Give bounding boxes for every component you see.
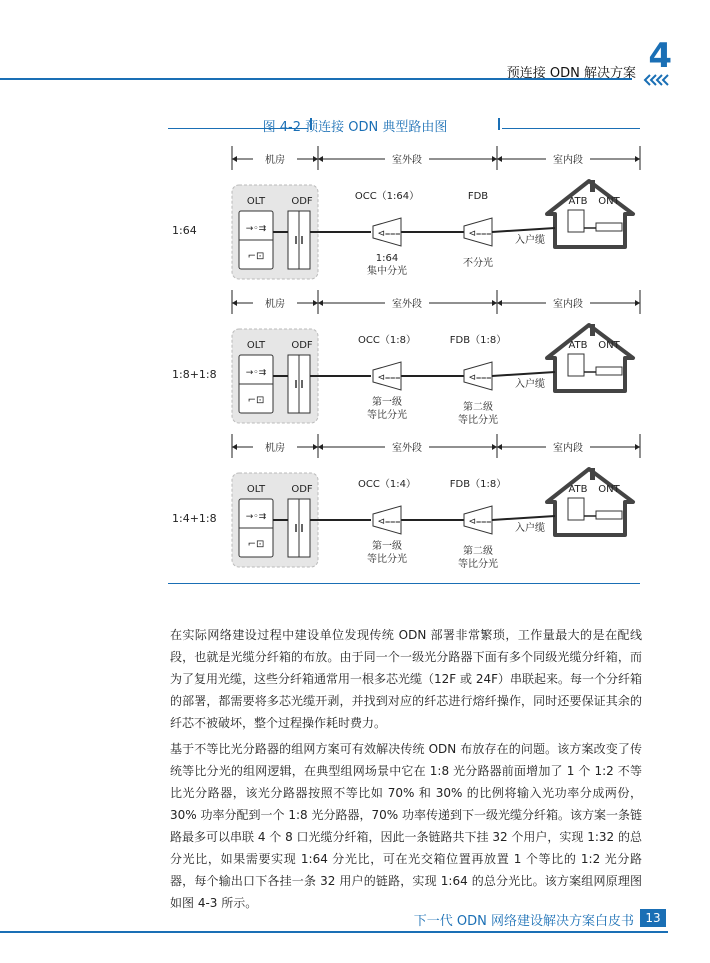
occ-splitter-icon-glyph: ⊲⩶ xyxy=(377,517,401,527)
split-ratio-label: 1:8+1:8 xyxy=(172,368,217,381)
olt-port-glyph: →◦⇉ xyxy=(245,512,267,522)
olt-label: OLT xyxy=(246,340,266,351)
footer-rule xyxy=(0,931,668,933)
ont-label: ONT xyxy=(598,340,620,351)
ruler-arrow xyxy=(492,300,497,306)
ruler-arrow xyxy=(313,156,318,162)
ruler-arrow xyxy=(635,156,640,162)
page-number: 13 xyxy=(640,909,666,927)
fdb-note-2: 等比分光 xyxy=(458,415,498,426)
atb-device-icon xyxy=(568,498,584,520)
atb-device-icon xyxy=(568,354,584,376)
chapter-number: 4 xyxy=(648,36,672,76)
ruler-arrow xyxy=(635,300,640,306)
occ-label: OCC（1:64） xyxy=(354,191,420,202)
segment-label-indoor: 室内段 xyxy=(553,155,583,166)
occ-note: 1:64 xyxy=(375,253,399,264)
olt-label: OLT xyxy=(246,484,266,495)
fdb-note-2: 等比分光 xyxy=(458,559,498,570)
odf-label: ODF xyxy=(291,196,313,207)
ont-device-icon xyxy=(596,223,622,231)
ruler-arrow xyxy=(232,156,237,162)
occ-note: 第一级 xyxy=(372,397,402,408)
segment-label-indoor: 室内段 xyxy=(553,443,583,454)
ruler-arrow xyxy=(497,444,502,450)
olt-port-glyph: →◦⇉ xyxy=(245,368,267,378)
drop-cable xyxy=(492,372,555,376)
drop-cable xyxy=(492,228,555,232)
atb-label: ATB xyxy=(568,340,588,351)
diagram-row-2 xyxy=(172,290,640,426)
olt-card-glyph: ⌐⊡ xyxy=(247,251,265,262)
diagram-row-1 xyxy=(172,146,640,279)
odf-label: ODF xyxy=(291,340,313,351)
ruler-arrow xyxy=(497,156,502,162)
atb-device-icon xyxy=(568,210,584,232)
ont-device-icon xyxy=(596,367,622,375)
fdb-splitter-icon-glyph: ⊲⩶ xyxy=(468,517,492,527)
chimney xyxy=(590,180,595,192)
occ-note-2: 集中分光 xyxy=(367,266,407,277)
fdb-splitter-icon-glyph: ⊲⩶ xyxy=(468,373,492,383)
paragraph-2: 基于不等比光分路器的组网方案可有效解决传统 ODN 布放存在的问题。该方案改变了传统等比分光的组网逻辑，在典型组网场景中它在 1:8 光分路器前面增加了 1 个 1:2 不等比光分路器，该光分路器按照不等比如 70% 和 30% 的比例将输入光功率分成两份，30% 功率分配到一个 1:8 光分路器，70% 功率传递到下一级光缆分纤箱。该方案一条链路最多可以串联 4 个 8 口光缆分纤箱，因此一条链路共下挂 32 个用户，实现 1:32 的总分光比，如果需要实现 1:64 分光比，可在光交箱位置再放置 1 个等比的 1:2 光分路器，每个输出口下各挂一条 32 用户的链路，实现 1:64 的总分光比。该方案组网原理图如图 4-3 所示。 xyxy=(170,742,643,910)
occ-splitter-icon-glyph: ⊲⩶ xyxy=(377,229,401,239)
olt-label: OLT xyxy=(246,196,266,207)
segment-label-room: 机房 xyxy=(265,443,285,454)
drop-cable-label: 入户缆 xyxy=(515,235,545,246)
ruler-arrow xyxy=(497,300,502,306)
fdb-splitter-icon-glyph: ⊲⩶ xyxy=(468,229,492,239)
odf-label: ODF xyxy=(291,484,313,495)
ont-device-icon xyxy=(596,511,622,519)
segment-label-room: 机房 xyxy=(265,299,285,310)
fdb-label: FDB（1:8） xyxy=(449,335,507,346)
ruler-arrow xyxy=(492,156,497,162)
drop-cable-label: 入户缆 xyxy=(515,379,545,390)
segment-label-outdoor: 室外段 xyxy=(392,155,422,166)
occ-splitter-icon-glyph: ⊲⩶ xyxy=(377,373,401,383)
footer-title: 下一代 ODN 网络建设解决方案白皮书 xyxy=(413,914,634,929)
atb-label: ATB xyxy=(568,196,588,207)
olt-port-glyph: →◦⇉ xyxy=(245,224,267,234)
segment-label-outdoor: 室外段 xyxy=(392,299,422,310)
ont-label: ONT xyxy=(598,484,620,495)
chimney xyxy=(590,324,595,336)
atb-label: ATB xyxy=(568,484,588,495)
ruler-arrow xyxy=(313,444,318,450)
ruler-arrow xyxy=(313,300,318,306)
occ-note-2: 等比分光 xyxy=(367,410,407,421)
header-title: 预连接 ODN 解决方案 xyxy=(506,66,636,81)
olt-card-glyph: ⌐⊡ xyxy=(247,395,265,406)
fdb-note: 第二级 xyxy=(463,546,493,557)
ruler-arrow xyxy=(318,156,323,162)
segment-label-outdoor: 室外段 xyxy=(392,443,422,454)
ruler-arrow xyxy=(492,444,497,450)
ont-label: ONT xyxy=(598,196,620,207)
fdb-note: 不分光 xyxy=(463,258,493,269)
figure-bottom-rule xyxy=(168,583,640,584)
ruler-arrow xyxy=(318,444,323,450)
occ-note: 第一级 xyxy=(372,541,402,552)
fdb-note: 第二级 xyxy=(463,402,493,413)
segment-label-room: 机房 xyxy=(265,155,285,166)
segment-label-indoor: 室内段 xyxy=(553,299,583,310)
drop-cable-label: 入户缆 xyxy=(515,523,545,534)
split-ratio-label: 1:64 xyxy=(172,224,197,237)
chimney xyxy=(590,468,595,480)
fdb-label: FDB xyxy=(467,191,489,202)
ruler-arrow xyxy=(635,444,640,450)
occ-note-2: 等比分光 xyxy=(367,554,407,565)
ruler-arrow xyxy=(232,444,237,450)
paragraph-1: 在实际网络建设过程中建设单位发现传统 ODN 部署非常繁琐，工作量最大的是在配线段，也就是光缆分纤箱的布放。由于同一个一级光分路器下面有多个同级光缆分纤箱，而为了复用光缆，这些分纤箱通常用一根多芯光缆（12F 或 24F）串联起来。每一个分纤箱的部署，都需要将多芯光缆开剥，并找到对应的纤芯进行熔纤操作，同时还要保证其余的纤芯不被破坏，整个过程操作耗时费力。 xyxy=(170,628,642,730)
ruler-arrow xyxy=(318,300,323,306)
ruler-arrow xyxy=(232,300,237,306)
figure-caption: 图 4-2 预连接 ODN 典型路由图 xyxy=(262,120,448,135)
olt-card-glyph: ⌐⊡ xyxy=(247,539,265,550)
occ-label: OCC（1:4） xyxy=(358,479,416,490)
occ-label: OCC（1:8） xyxy=(358,335,416,346)
fdb-label: FDB（1:8） xyxy=(449,479,507,490)
drop-cable xyxy=(492,516,555,520)
split-ratio-label: 1:4+1:8 xyxy=(172,512,217,525)
diagram-row-3 xyxy=(172,434,640,570)
